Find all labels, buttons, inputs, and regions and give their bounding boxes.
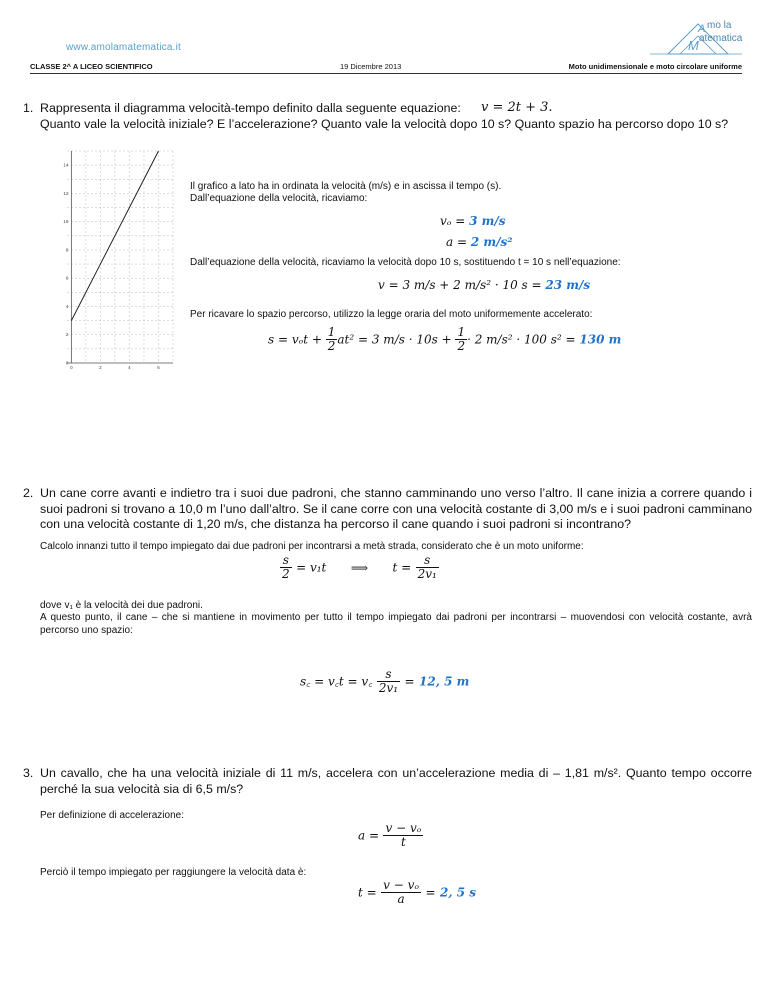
sc-lhs: s꜀ = v꜀t = v꜀	[300, 674, 373, 689]
problem-3-number: 3.	[23, 766, 34, 780]
site-url[interactable]: www.amolamatematica.it	[66, 42, 181, 53]
logo-text-1: mo la	[707, 20, 732, 31]
logo	[650, 18, 742, 60]
svg-text:A: A	[698, 23, 706, 35]
p2-eq-rhs: = v₁t	[296, 560, 327, 575]
x-tick-label: 0	[70, 365, 73, 370]
y-tick-label: 4	[65, 303, 69, 309]
chart-ticks	[63, 163, 160, 370]
p2-text-3: A questo punto, il cane – che si mantiene in movimento per tutto il tempo impiegato dai padroni per incontrarsi – muovendosi con velocità costante, avrà percorso uno spazio:	[40, 612, 752, 636]
date-label: 19 Dicembre 2013	[340, 62, 402, 71]
p1-text-2: Dall’equazione della velocità, ricaviamo:	[190, 193, 368, 204]
x-tick-label: 6	[157, 365, 160, 370]
problem-2-number: 2.	[23, 486, 34, 500]
problem-3-question: Un cavallo, che ha una velocità iniziale di 11 m/s, accelera con un’accelerazione media di – 1,81 m/s². Quanto tempo occorre perché la sua velocità sia di 6,5 m/s?	[40, 766, 752, 796]
p3-text-2: Perciò il tempo impiegato per raggiungere la velocità data è:	[40, 867, 307, 878]
fraction-s-over-2: $\frac{s}{2}$	[282, 553, 290, 581]
y-tick-label: 10	[63, 219, 69, 225]
implies-arrow: ⟹	[350, 560, 369, 575]
p3-eq: =	[425, 885, 436, 900]
space-equation	[268, 326, 621, 353]
p3-text-1: Per definizione di accelerazione:	[40, 810, 184, 821]
p2-text-1: Calcolo innanzi tutto il tempo impiegato dai due padroni per incontrarsi a metà strada, considerato che è un moto uniforme:	[40, 541, 584, 552]
p1-text-1: Il grafico a lato ha in ordinata la velocità (m/s) e in ascissa il tempo (s).	[190, 181, 502, 192]
fraction-half-1: $\frac{1}{2}$	[327, 325, 336, 353]
topic-label: Moto unidimensionale e moto circolare uniforme	[568, 62, 742, 71]
p1-text-3: Dall’equazione della velocità, ricaviamo la velocità dopo 10 s, sostituendo t = 10 s nell’equazione:	[190, 257, 621, 268]
problem-1-question-line2: Quanto vale la velocità iniziale? E l’accelerazione? Quanto vale la velocità dopo 10 s? Quanto spazio ha percorso dopo 10 s?	[40, 117, 729, 131]
v10-value: 23 m/s	[545, 278, 591, 292]
header-divider	[30, 73, 742, 74]
v0-value: 3 m/s	[469, 214, 506, 228]
x-tick-label: 2	[99, 365, 102, 370]
fraction-s-over-2v1: $\frac{s}{\text{2v₁}}$	[417, 553, 437, 581]
x-tick-label: 4	[128, 365, 131, 370]
p2-t-eq: t =	[392, 560, 412, 575]
sc-value: 12, 5 m	[419, 674, 470, 689]
y-tick-label: 12	[63, 190, 69, 196]
fraction-s-over-2v1-b: $\frac{s}{\text{2v₁}}$	[378, 667, 399, 695]
chart-grid	[67, 151, 173, 363]
p2-equation-2	[300, 668, 469, 695]
fraction-dv-over-t: $\frac{\text{v − vₒ}}{t}$	[385, 821, 422, 849]
space-value: 130 m	[579, 332, 622, 347]
v10-equation	[378, 276, 590, 294]
svg-text:M: M	[688, 38, 699, 53]
problem-1-equation: v = 2t + 3.	[481, 100, 553, 115]
p2-text-2: dove v₁ è la velocità dei due padroni.	[40, 600, 203, 611]
v10-lhs: v = 3 m/s + 2 m/s² · 10 s =	[378, 278, 546, 292]
v0-equation	[440, 212, 505, 230]
chart-axes	[67, 151, 173, 363]
velocity-time-chart	[55, 145, 180, 370]
p3-t-eq: t =	[358, 885, 377, 900]
space-eq-c: · 2 m/s² · 100 s² =	[467, 332, 580, 347]
problem-1-number: 1.	[23, 101, 34, 115]
problem-2-question: Un cane corre avanti e indietro tra i suoi due padroni, che stanno camminando uno verso l’altro. Il cane inizia a correre quando i suoi padroni si trovano a 10,0 m l’uno dall’altro. Se il cane corre con una velocità costante di 3,00 m/s e i suoi padroni camminano con una velocità costante di 1,20 m/s, che distanza ha percorso il cane quando i suoi padroni si incontrano?	[40, 486, 752, 532]
fraction-half-2: $\frac{1}{2}$	[457, 325, 466, 353]
problem-1-question-line1: Rappresenta il diagramma velocità-tempo definito dalla seguente equazione:	[40, 101, 461, 115]
logo-text-2: atematica	[699, 33, 743, 44]
y-tick-label: 6	[65, 275, 69, 281]
y-tick-label: 2	[65, 332, 69, 338]
a-lhs: a =	[446, 235, 471, 249]
p3-equation-1	[358, 822, 423, 849]
p3-a-eq: a =	[358, 828, 380, 843]
y-tick-label: 0	[65, 360, 69, 366]
y-tick-label: 8	[65, 247, 69, 253]
y-tick-label: 14	[63, 162, 69, 168]
space-eq-b: at² = 3 m/s · 10s +	[337, 332, 456, 347]
p2-equation-1	[280, 554, 439, 581]
p3-equation-2	[358, 879, 476, 906]
a-value: 2 m/s²	[470, 235, 513, 249]
v0-lhs: vₒ =	[440, 214, 470, 228]
sc-eq: =	[404, 674, 415, 689]
space-eq-a: s = vₒt +	[268, 332, 326, 347]
class-label: CLASSE 2^ A LICEO SCIENTIFICO	[30, 62, 153, 71]
fraction-dv-over-a: $\frac{\text{v − vₒ}}{a}$	[383, 878, 420, 906]
t-value: 2, 5 s	[440, 885, 476, 900]
a-equation	[446, 233, 512, 251]
p1-text-4: Per ricavare lo spazio percorso, utilizzo la legge oraria del moto uniformemente accelerato:	[190, 309, 593, 320]
